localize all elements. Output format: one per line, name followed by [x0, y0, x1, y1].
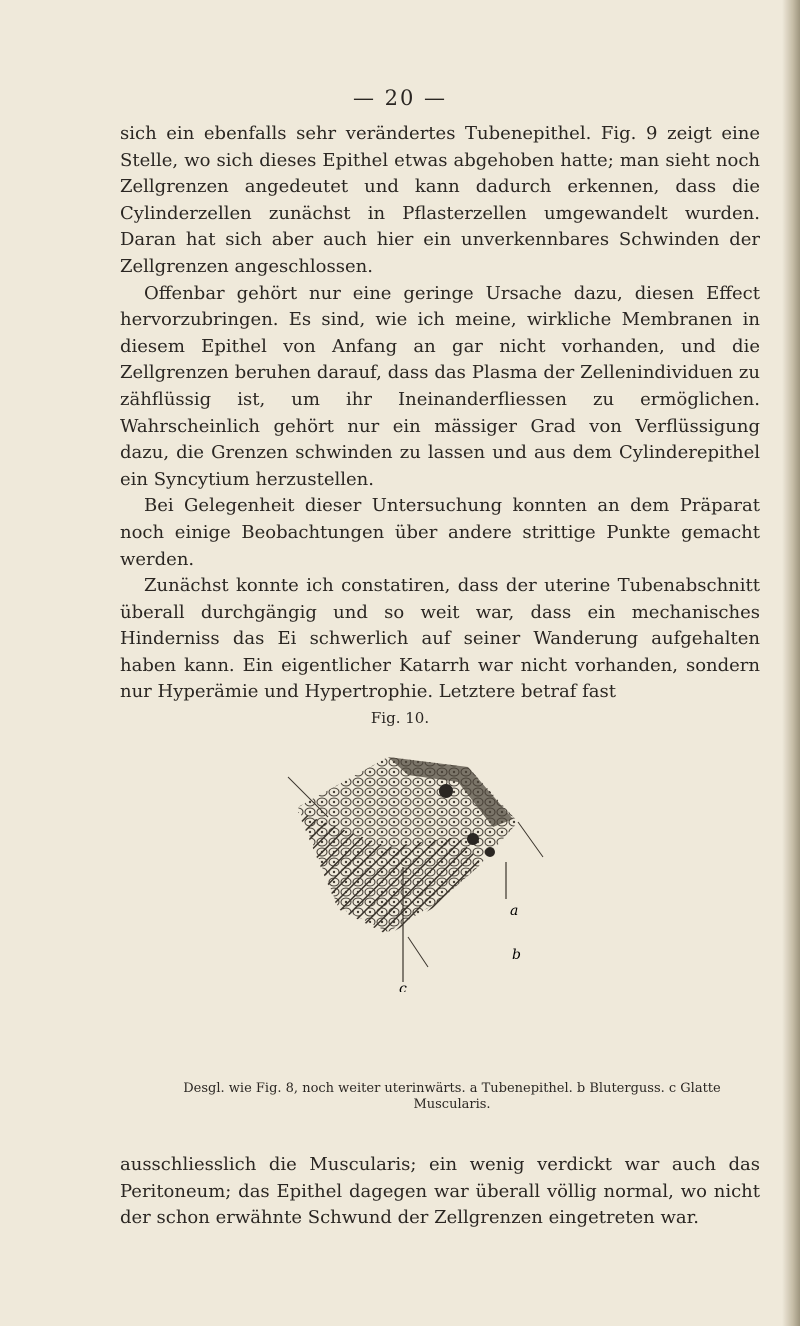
- paragraph: sich ein ebenfalls sehr verändertes Tubenepithel. Fig. 9 zeigt eine Stelle, wo sich dieses Epithel etwas abgehoben hatte; man sieht noch Zellgrenzen angedeutet und kann dadurch erkennen, dass die Cylinderzellen zunächst in Pflasterzellen umgewandelt wurden. Daran hat sich aber auch hier ein unverkennbares Schwinden der Zellgrenzen angeschlossen.: [120, 123, 760, 277]
- closing-text: [120, 1152, 760, 1232]
- paragraph: Bei Gelegenheit dieser Untersuchung konnten an dem Präparat noch einige Beobachtungen über andere strittige Punkte gemacht werden.: [120, 495, 760, 570]
- paragraph: Offenbar gehört nur eine geringe Ursache dazu, diesen Effect hervorzubringen. Es sind, wie ich meine, wirkliche Membranen in diesem Epithel von Anfang an gar nicht vorhanden, und die Zellgrenzen beruhen darauf, dass das Plasma der Zellenindividuen zu zähflüssig ist, um ihr Ineinanderfliessen zu ermöglichen. Wahrscheinlich gehört nur ein mässiger Grad von Verflüssigung dazu, die Grenzen schwinden zu lassen und aus dem Cylinderepithel ein Syncytium herzustellen.: [120, 282, 760, 490]
- page-number: — 20 —: [352, 86, 448, 110]
- page-edge-shadow: [782, 0, 800, 1326]
- figure-caption: Desgl. wie Fig. 8, noch weiter uterinwärts. a Tubenepithel. b Bluterguss. c Glatte Muscularis.: [183, 1081, 721, 1112]
- figure-letter-b: b: [512, 947, 521, 963]
- figure-letter-c: c: [399, 981, 407, 992]
- tissue-section: [288, 757, 543, 982]
- paragraph: Zunächst konnte ich constatiren, dass der uterine Tubenabschnitt überall durchgängig und so weit war, dass ein mechanisches Hinderniss das Ei schwerlich auf seiner Wanderung aufgehalten haben kann. Ein eigentlicher Katarrh war nicht vorhanden, sondern nur Hyperämie und Hypertrophie. Letztere betraf fast: [120, 575, 760, 703]
- histology-figure: [268, 727, 558, 992]
- main-text: [120, 121, 760, 706]
- figure-letter-a: a: [510, 903, 519, 919]
- paragraph: ausschliesslich die Muscularis; ein wenig verdickt war auch das Peritoneum; das Epithel dagegen war überall völlig normal, wo nicht der schon erwähnte Schwund der Zellgrenzen eingetreten war.: [120, 1154, 760, 1229]
- figure-label: Fig. 10.: [370, 709, 430, 727]
